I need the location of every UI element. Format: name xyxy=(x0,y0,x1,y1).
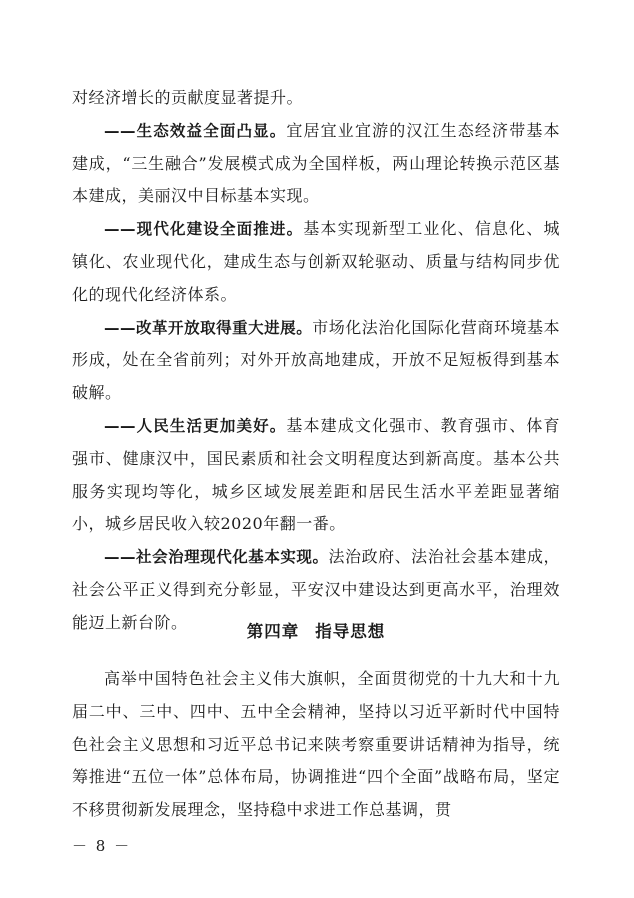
goal-lead-livelihood: ——人民生活更加美好。 xyxy=(104,416,287,435)
goal-paragraph-modernization xyxy=(72,213,560,311)
goal-lead-reform: ——改革开放取得重大进展。 xyxy=(104,318,313,337)
chapter-title: 指导思想 xyxy=(315,622,386,641)
goal-text-governance: 法治政府、法治社会基本建成，社会公平正义得到充分彰显，平安汉中建设达到更高水平，治理效能迈上新台阶。 xyxy=(72,547,560,632)
guiding-paragraph: 高举中国特色社会主义伟大旗帜，全面贯彻党的十九大和十九届二中、三中、四中、五中全会精神，坚持以习近平新时代中国特色社会主义思想和习近平总书记来陕考察重要讲话精神为指导，统筹推进“五位一体”总体布局，协调推进“四个全面”战略布局，坚定不移贯彻新发展理念，坚持稳中求进工作总基调，贯 xyxy=(72,669,560,820)
intro-tail-paragraph: 对经济增长的贡献度显著提升。 xyxy=(72,88,304,107)
guiding-section xyxy=(72,663,560,827)
chapter-number: 第四章 xyxy=(246,622,300,641)
goal-text-livelihood: 基本建成文化强市、教育强市、体育强市、健康汉中，国民素质和社会文明程度达到新高度。基本公共服务实现均等化，城乡区域发展差距和居民生活水平差距显著缩小，城乡居民收入较2020年翻一番。 xyxy=(72,415,560,534)
goal-text-reform: 市场化法治化国际化营商环境基本形成，处在全省前列；对外开放高地建成，开放不足短板得到基本破解。 xyxy=(72,317,560,403)
goal-paragraph-ecology xyxy=(72,115,560,213)
goal-lead-governance: ——社会治理现代化基本实现。 xyxy=(104,548,329,567)
goal-paragraph-livelihood xyxy=(72,410,560,541)
goal-lead-modernization: ——现代化建设全面推进。 xyxy=(104,220,304,239)
goal-paragraph-reform xyxy=(72,312,560,410)
goal-text-modernization: 基本实现新型工业化、信息化、城镇化、农业现代化，建成生态与创新双轮驱动、质量与结构同步优化的现代化经济体系。 xyxy=(72,219,560,304)
page-number: － 8 － xyxy=(72,837,132,855)
goal-lead-ecology: ——生态效益全面凸显。 xyxy=(104,121,287,140)
page-body xyxy=(72,82,560,640)
chapter-heading xyxy=(72,618,560,642)
goal-text-ecology: 宜居宜业宜游的汉江生态经济带基本建成，“三生融合”发展模式成为全国样板，两山理论转换示范区基本建成，美丽汉中目标基本实现。 xyxy=(72,120,560,206)
